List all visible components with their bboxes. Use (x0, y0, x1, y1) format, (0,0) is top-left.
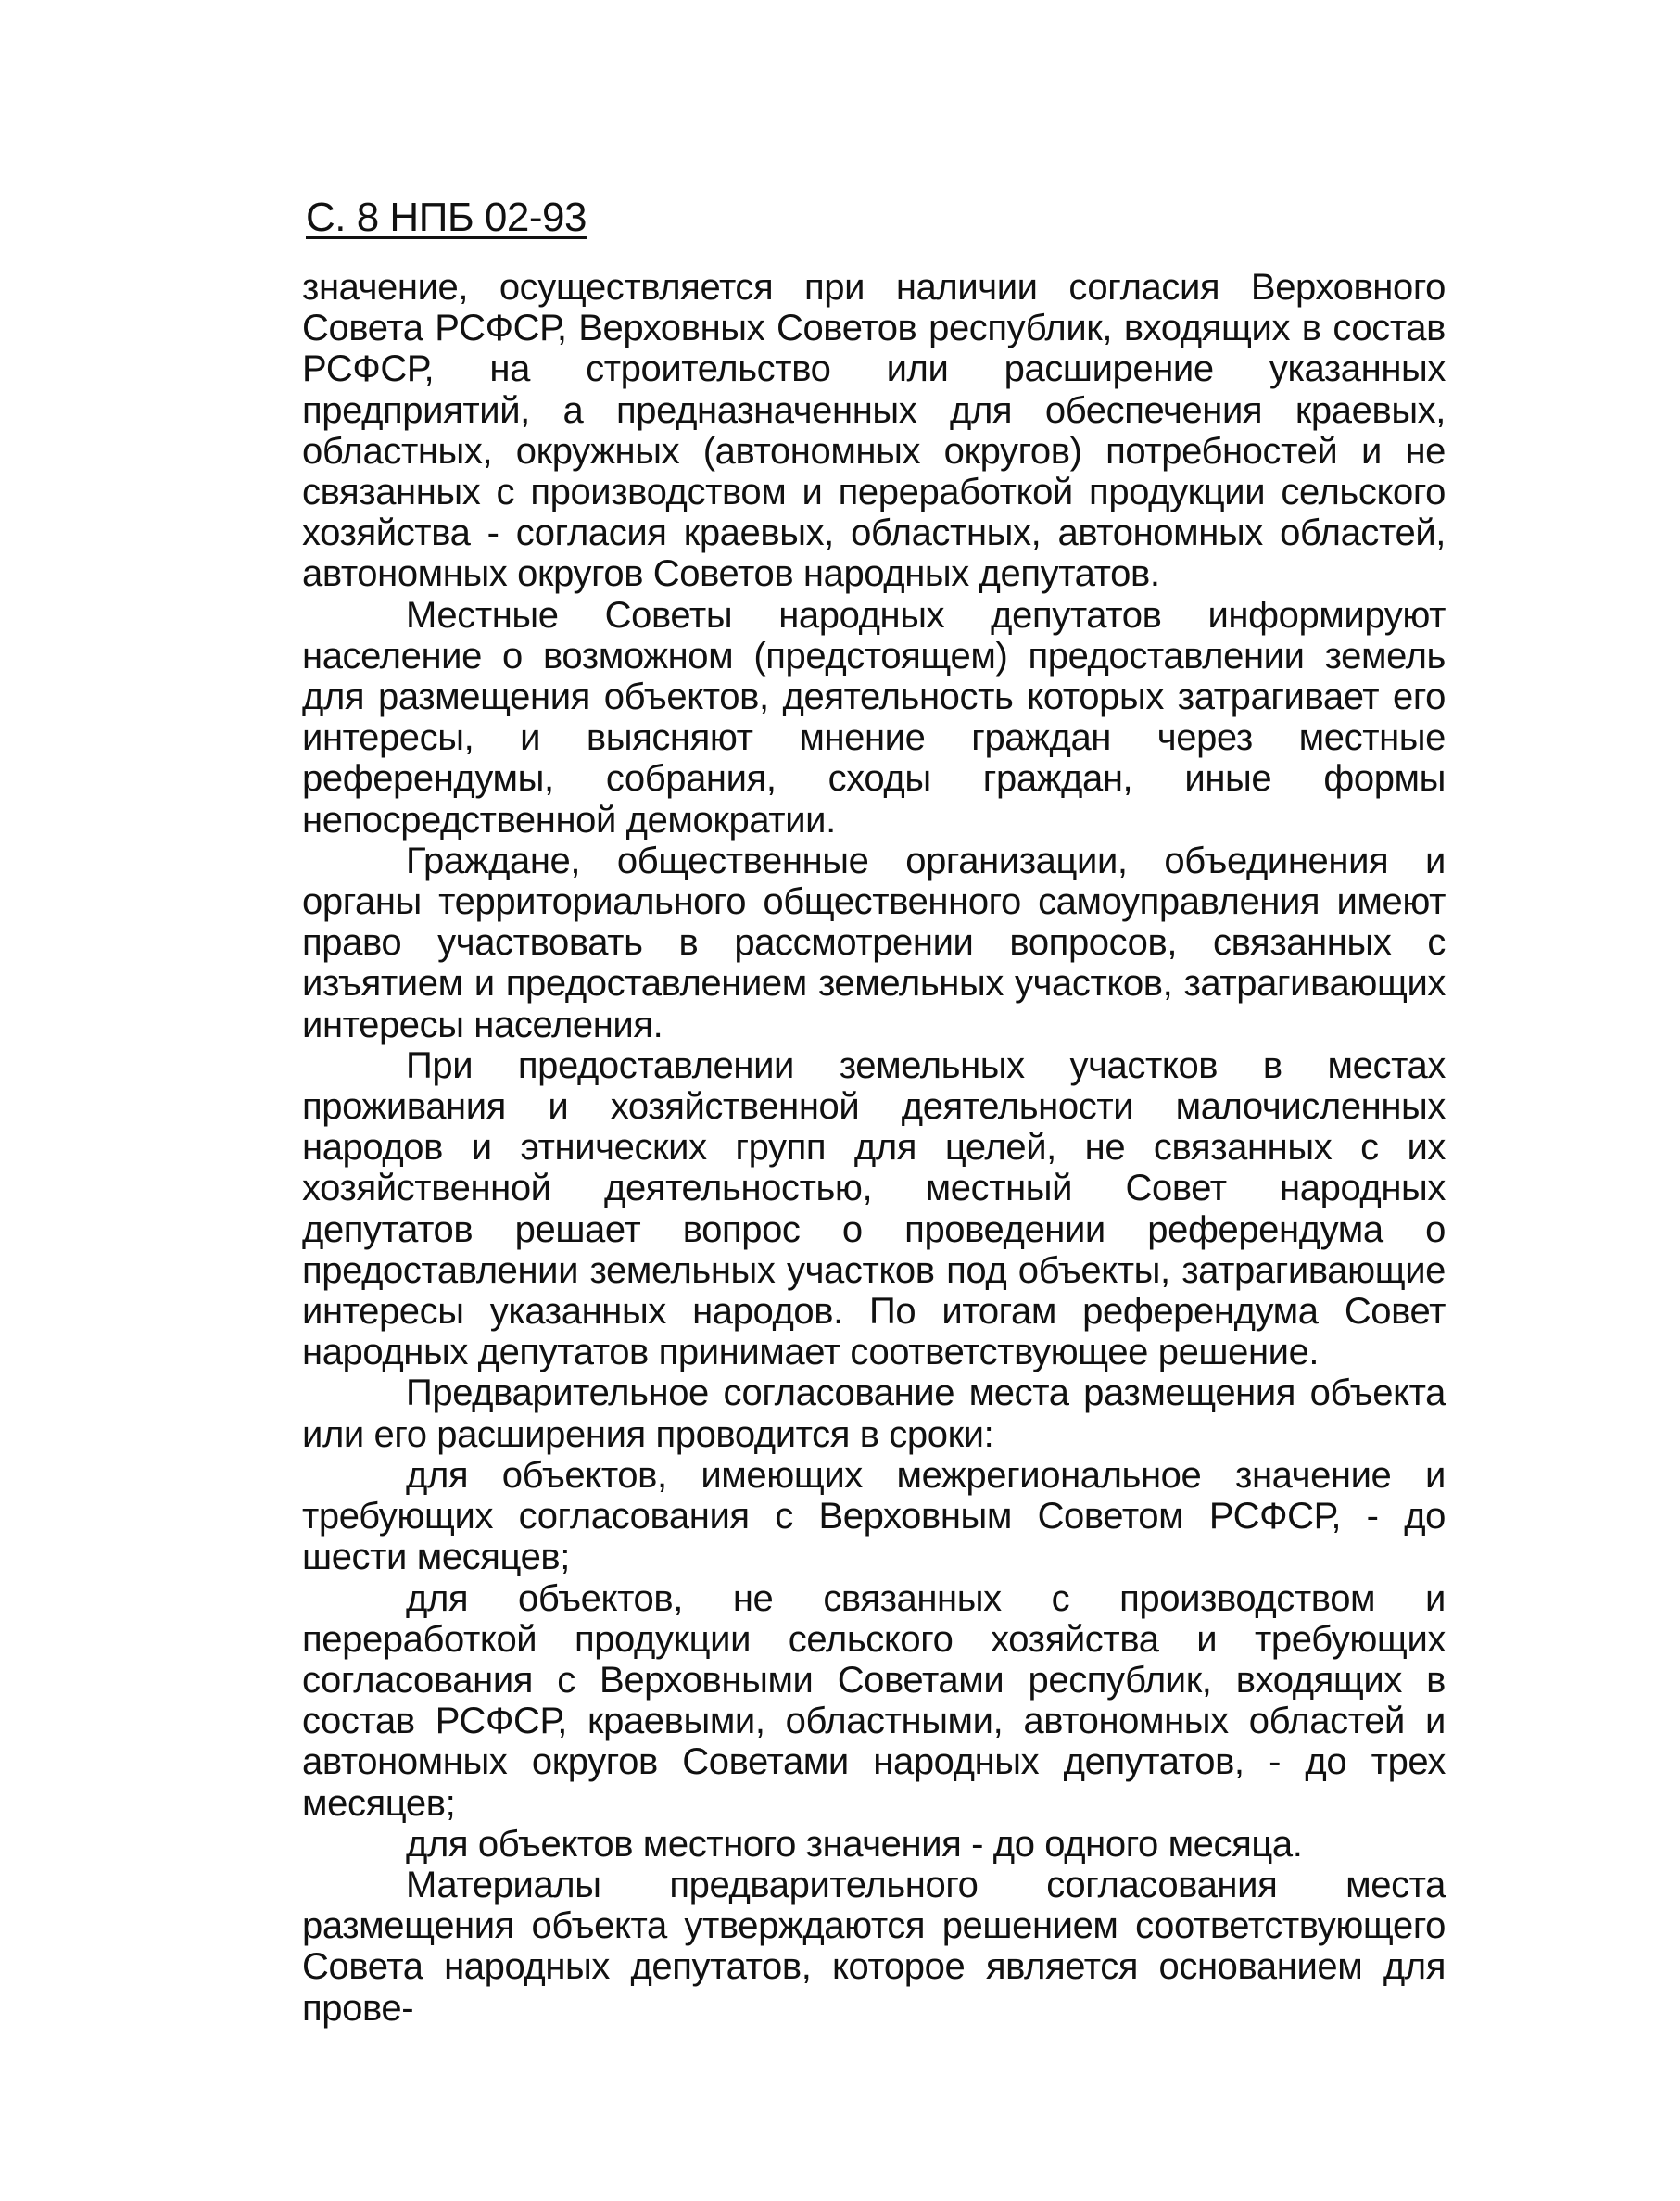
paragraph-2: Местные Советы народных депутатов информируют население о возможном (предстоящем) предоставлении земель для размещения объектов, деятельность которых затрагивает его интересы, и выясняют мнение граждан через местные референдумы, собрания, сходы граждан, иные формы непосредственной демократии. (302, 594, 1446, 841)
document-body (302, 267, 1446, 2029)
paragraph-4: При предоставлении земельных участков в местах проживания и хозяйственной деятельности малочисленных народов и этнических групп для целей, не связанных с их хозяйственной деятельностью, местный Совет народных депутатов решает вопрос о проведении референдума о предоставлении земельных участков под объекты, затрагивающие интересы указанных народов. По итогам референдума Совет народных депутатов принимает соответствующее решение. (302, 1044, 1446, 1373)
paragraph-8: для объектов местного значения - до одного месяца. (406, 1823, 1303, 1865)
paragraph-1: значение, осуществляется при наличии согласия Верховного Совета РСФСР, Верховных Советов республик, входящих в состав РСФСР, на строительство или расширение указанных предприятий, а предназначенных для обеспечения краевых, областных, окружных (автономных округов) потребностей и не связанных с производством и переработкой продукции сельского хозяйства - согласия краевых, областных, автономных областей, автономных округов Советов народных депутатов. (302, 267, 1446, 595)
paragraph-6: для объектов, имеющих межрегиональное значение и требующих согласования с Верховным Советом РСФСР, - до шести месяцев; (302, 1454, 1446, 1578)
page-header: С. 8 НПБ 02-93 (306, 195, 587, 240)
paragraph-7: для объектов, не связанных с производством и переработкой продукции сельского хозяйства и требующих согласования с Верховными Советами республик, входящих в состав РСФСР, краевыми, областными, автономных областей и автономных округов Советами народных депутатов, - до трех месяцев; (302, 1577, 1446, 1824)
paragraph-3: Граждане, общественные организации, объединения и органы территориального общественного самоуправления имеют право участвовать в рассмотрении вопросов, связанных с изъятием и предоставлением земельных участков, затрагивающих интересы населения. (302, 840, 1446, 1045)
paragraph-5: Предварительное согласование места размещения объекта или его расширения проводится в сроки: (302, 1372, 1446, 1455)
paragraph-9: Материалы предварительного согласования места размещения объекта утверждаются решением соответствующего Совета народных депутатов, которое является основанием для прове- (302, 1864, 1446, 2029)
